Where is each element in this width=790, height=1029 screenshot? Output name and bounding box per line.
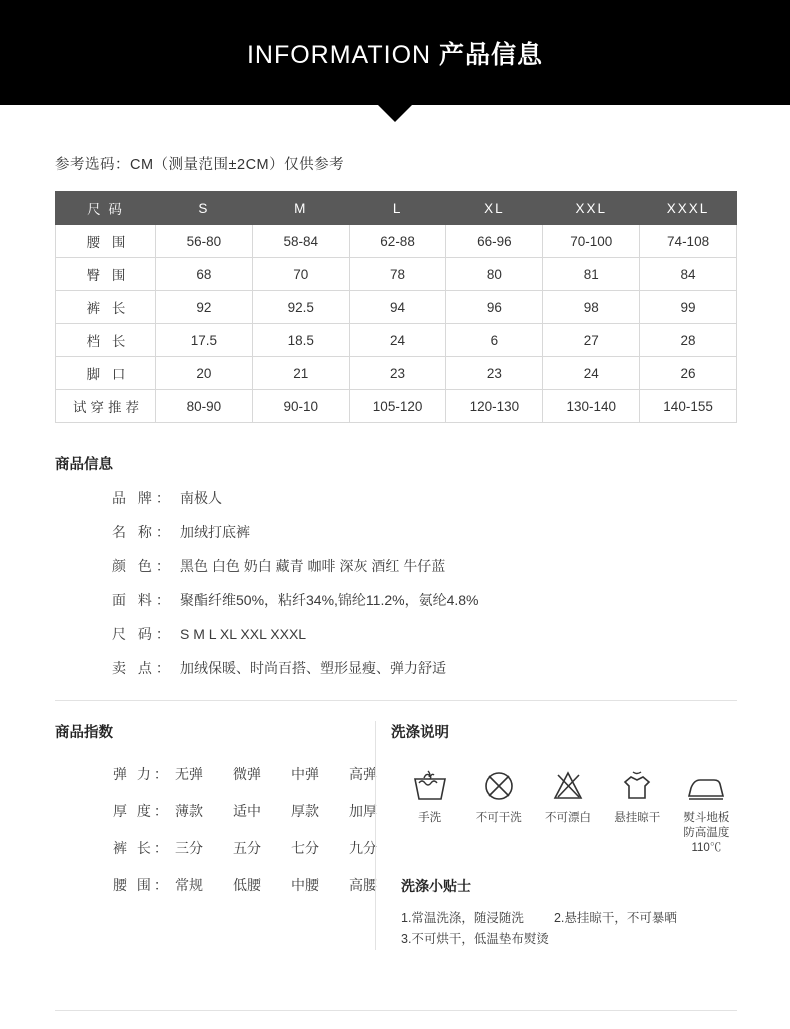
product-info-value: S M L XL XXL XXXL — [180, 626, 307, 642]
table-header-cell: XXL — [543, 192, 640, 225]
wash-instructions-title: 洗涤说明 — [391, 725, 449, 741]
index-option: 常规 — [175, 877, 203, 893]
table-row — [56, 258, 737, 291]
table-cell: 105-120 — [349, 390, 446, 423]
table-row — [56, 357, 737, 390]
product-info-label: 品 牌： — [112, 490, 174, 506]
product-info-title: 商品信息 — [55, 457, 113, 473]
table-cell: 94 — [349, 291, 446, 324]
product-index-column — [0, 721, 377, 950]
table-cell: 档 长 — [56, 324, 156, 357]
table-cell: 80 — [446, 258, 543, 291]
banner-title-cn: 产品信息 — [439, 40, 544, 69]
index-option: 五分 — [233, 840, 261, 856]
index-option: 高弹 — [349, 766, 377, 782]
table-cell: 裤 长 — [56, 291, 156, 324]
banner-title-en: INFORMATION — [246, 40, 440, 69]
table-cell: 70-100 — [543, 225, 640, 258]
index-option: 高腰 — [349, 877, 377, 893]
table-row — [56, 390, 737, 423]
table-header-cell: 尺 码 — [56, 192, 156, 225]
product-info-label: 面 料： — [112, 592, 174, 608]
table-cell: 70 — [252, 258, 349, 291]
page-title — [247, 35, 543, 71]
product-index-title: 商品指数 — [55, 725, 113, 741]
product-info-row — [112, 624, 790, 644]
table-cell: 23 — [349, 357, 446, 390]
wash-tip-line — [401, 908, 735, 929]
table-cell: 120-130 — [446, 390, 543, 423]
wash-icon-item — [539, 764, 596, 856]
table-cell: 78 — [349, 258, 446, 291]
size-reference-note: 参考选码：CM（测量范围±2CM）仅供参考 — [55, 157, 345, 173]
table-cell: 23 — [446, 357, 543, 390]
product-index-options — [175, 764, 407, 784]
table-cell: 66-96 — [446, 225, 543, 258]
table-cell: 56-80 — [156, 225, 253, 258]
size-table-container — [55, 191, 737, 423]
table-cell: 68 — [156, 258, 253, 291]
table-cell: 96 — [446, 291, 543, 324]
index-option: 三分 — [175, 840, 203, 856]
product-index-label: 裤 长： — [113, 840, 171, 856]
product-info-value: 南极人 — [180, 490, 222, 506]
product-info-label: 卖 点： — [112, 660, 174, 676]
section-divider — [55, 700, 737, 701]
table-cell: 140-155 — [640, 390, 737, 423]
table-row — [56, 291, 737, 324]
no-dry-clean-icon — [470, 764, 527, 808]
product-index-row — [55, 801, 377, 821]
product-index-row — [55, 764, 377, 784]
product-info-value: 加绒保暖、时尚百搭、塑形显瘦、弹力舒适 — [180, 660, 446, 676]
index-option: 微弹 — [233, 766, 261, 782]
product-info-row — [112, 488, 790, 508]
table-cell: 28 — [640, 324, 737, 357]
bottom-section — [0, 721, 790, 950]
product-info-row — [112, 658, 790, 678]
product-index-label: 腰 围： — [113, 877, 171, 893]
index-option: 薄款 — [175, 803, 203, 819]
product-index-label: 厚 度： — [113, 803, 171, 819]
wash-icon-item — [678, 764, 735, 856]
table-cell: 74-108 — [640, 225, 737, 258]
wash-icon-caption: 不可干洗 — [475, 812, 522, 824]
index-option: 无弹 — [175, 766, 203, 782]
table-cell: 58-84 — [252, 225, 349, 258]
product-info-row — [112, 590, 790, 610]
table-header-cell: S — [156, 192, 253, 225]
table-cell: 17.5 — [156, 324, 253, 357]
table-cell: 6 — [446, 324, 543, 357]
wash-icon-item — [401, 764, 458, 856]
product-info-list — [112, 488, 790, 678]
index-option: 九分 — [349, 840, 377, 856]
wash-tip: 3.不可烘干，低温垫布熨烫 — [401, 932, 549, 946]
product-index-row — [55, 838, 377, 858]
wash-tip-line — [401, 929, 735, 950]
table-cell: 80-90 — [156, 390, 253, 423]
product-info-label: 颜 色： — [112, 558, 174, 574]
iron-icon — [678, 764, 735, 808]
size-table — [55, 191, 737, 423]
index-option: 七分 — [291, 840, 319, 856]
wash-icon-caption: 手洗 — [418, 812, 442, 824]
table-cell: 81 — [543, 258, 640, 291]
wash-icon-caption: 悬挂晾干 — [614, 812, 661, 824]
table-cell: 90-10 — [252, 390, 349, 423]
hand-wash-icon — [401, 764, 458, 808]
product-info-label: 名 称： — [112, 524, 174, 540]
product-info-label: 尺 码： — [112, 626, 174, 642]
table-header-cell: XXXL — [640, 192, 737, 225]
table-cell: 26 — [640, 357, 737, 390]
table-cell: 98 — [543, 291, 640, 324]
table-header-row — [56, 192, 737, 225]
product-index-options — [175, 875, 407, 895]
table-cell: 试穿推荐 — [56, 390, 156, 423]
index-option: 中腰 — [291, 877, 319, 893]
product-info-value: 加绒打底裤 — [180, 524, 250, 540]
wash-icon-list — [401, 764, 735, 856]
table-row — [56, 225, 737, 258]
index-option: 中弹 — [291, 766, 319, 782]
table-cell: 84 — [640, 258, 737, 291]
table-row — [56, 324, 737, 357]
wash-icon-caption: 熨斗地板防高温度110℃ — [683, 812, 730, 854]
wash-tips-title: 洗涤小贴士 — [401, 878, 471, 894]
table-cell: 24 — [543, 357, 640, 390]
hang-dry-icon — [609, 764, 666, 808]
table-cell: 21 — [252, 357, 349, 390]
index-option: 厚款 — [291, 803, 319, 819]
table-header-cell: M — [252, 192, 349, 225]
table-header-cell: XL — [446, 192, 543, 225]
table-cell: 62-88 — [349, 225, 446, 258]
wash-icon-item — [470, 764, 527, 856]
table-cell: 脚 口 — [56, 357, 156, 390]
table-cell: 臀 围 — [56, 258, 156, 291]
product-index-row — [55, 875, 377, 895]
table-cell: 99 — [640, 291, 737, 324]
index-option: 适中 — [233, 803, 261, 819]
table-cell: 20 — [156, 357, 253, 390]
index-option: 低腰 — [233, 877, 261, 893]
product-index-label: 弹 力： — [113, 766, 171, 782]
page-bottom-divider — [55, 1010, 737, 1011]
product-info-value: 聚酯纤维50%，粘纤34%,锦纶11.2%，氨纶4.8% — [180, 592, 479, 608]
product-index-options — [175, 838, 407, 858]
wash-tip: 2.悬挂晾干，不可暴晒 — [553, 911, 677, 925]
wash-tip: 1.常温洗涤，随浸随洗 — [401, 911, 524, 925]
table-cell: 腰 围 — [56, 225, 156, 258]
banner-arrow-icon — [378, 105, 412, 122]
table-cell: 130-140 — [543, 390, 640, 423]
table-cell: 92.5 — [252, 291, 349, 324]
product-info-value: 黑色 白色 奶白 藏青 咖啡 深灰 酒红 牛仔蓝 — [180, 558, 446, 574]
no-bleach-icon — [539, 764, 596, 808]
table-cell: 92 — [156, 291, 253, 324]
index-option: 加厚 — [349, 803, 377, 819]
table-cell: 24 — [349, 324, 446, 357]
wash-tips-list — [401, 908, 735, 950]
wash-icon-item — [609, 764, 666, 856]
table-cell: 18.5 — [252, 324, 349, 357]
product-info-row — [112, 522, 790, 542]
wash-instructions-column — [375, 721, 735, 950]
information-banner — [0, 0, 790, 105]
product-index-options — [175, 801, 407, 821]
wash-icon-caption: 不可漂白 — [545, 812, 591, 824]
table-header-cell: L — [349, 192, 446, 225]
table-cell: 27 — [543, 324, 640, 357]
product-info-row — [112, 556, 790, 576]
